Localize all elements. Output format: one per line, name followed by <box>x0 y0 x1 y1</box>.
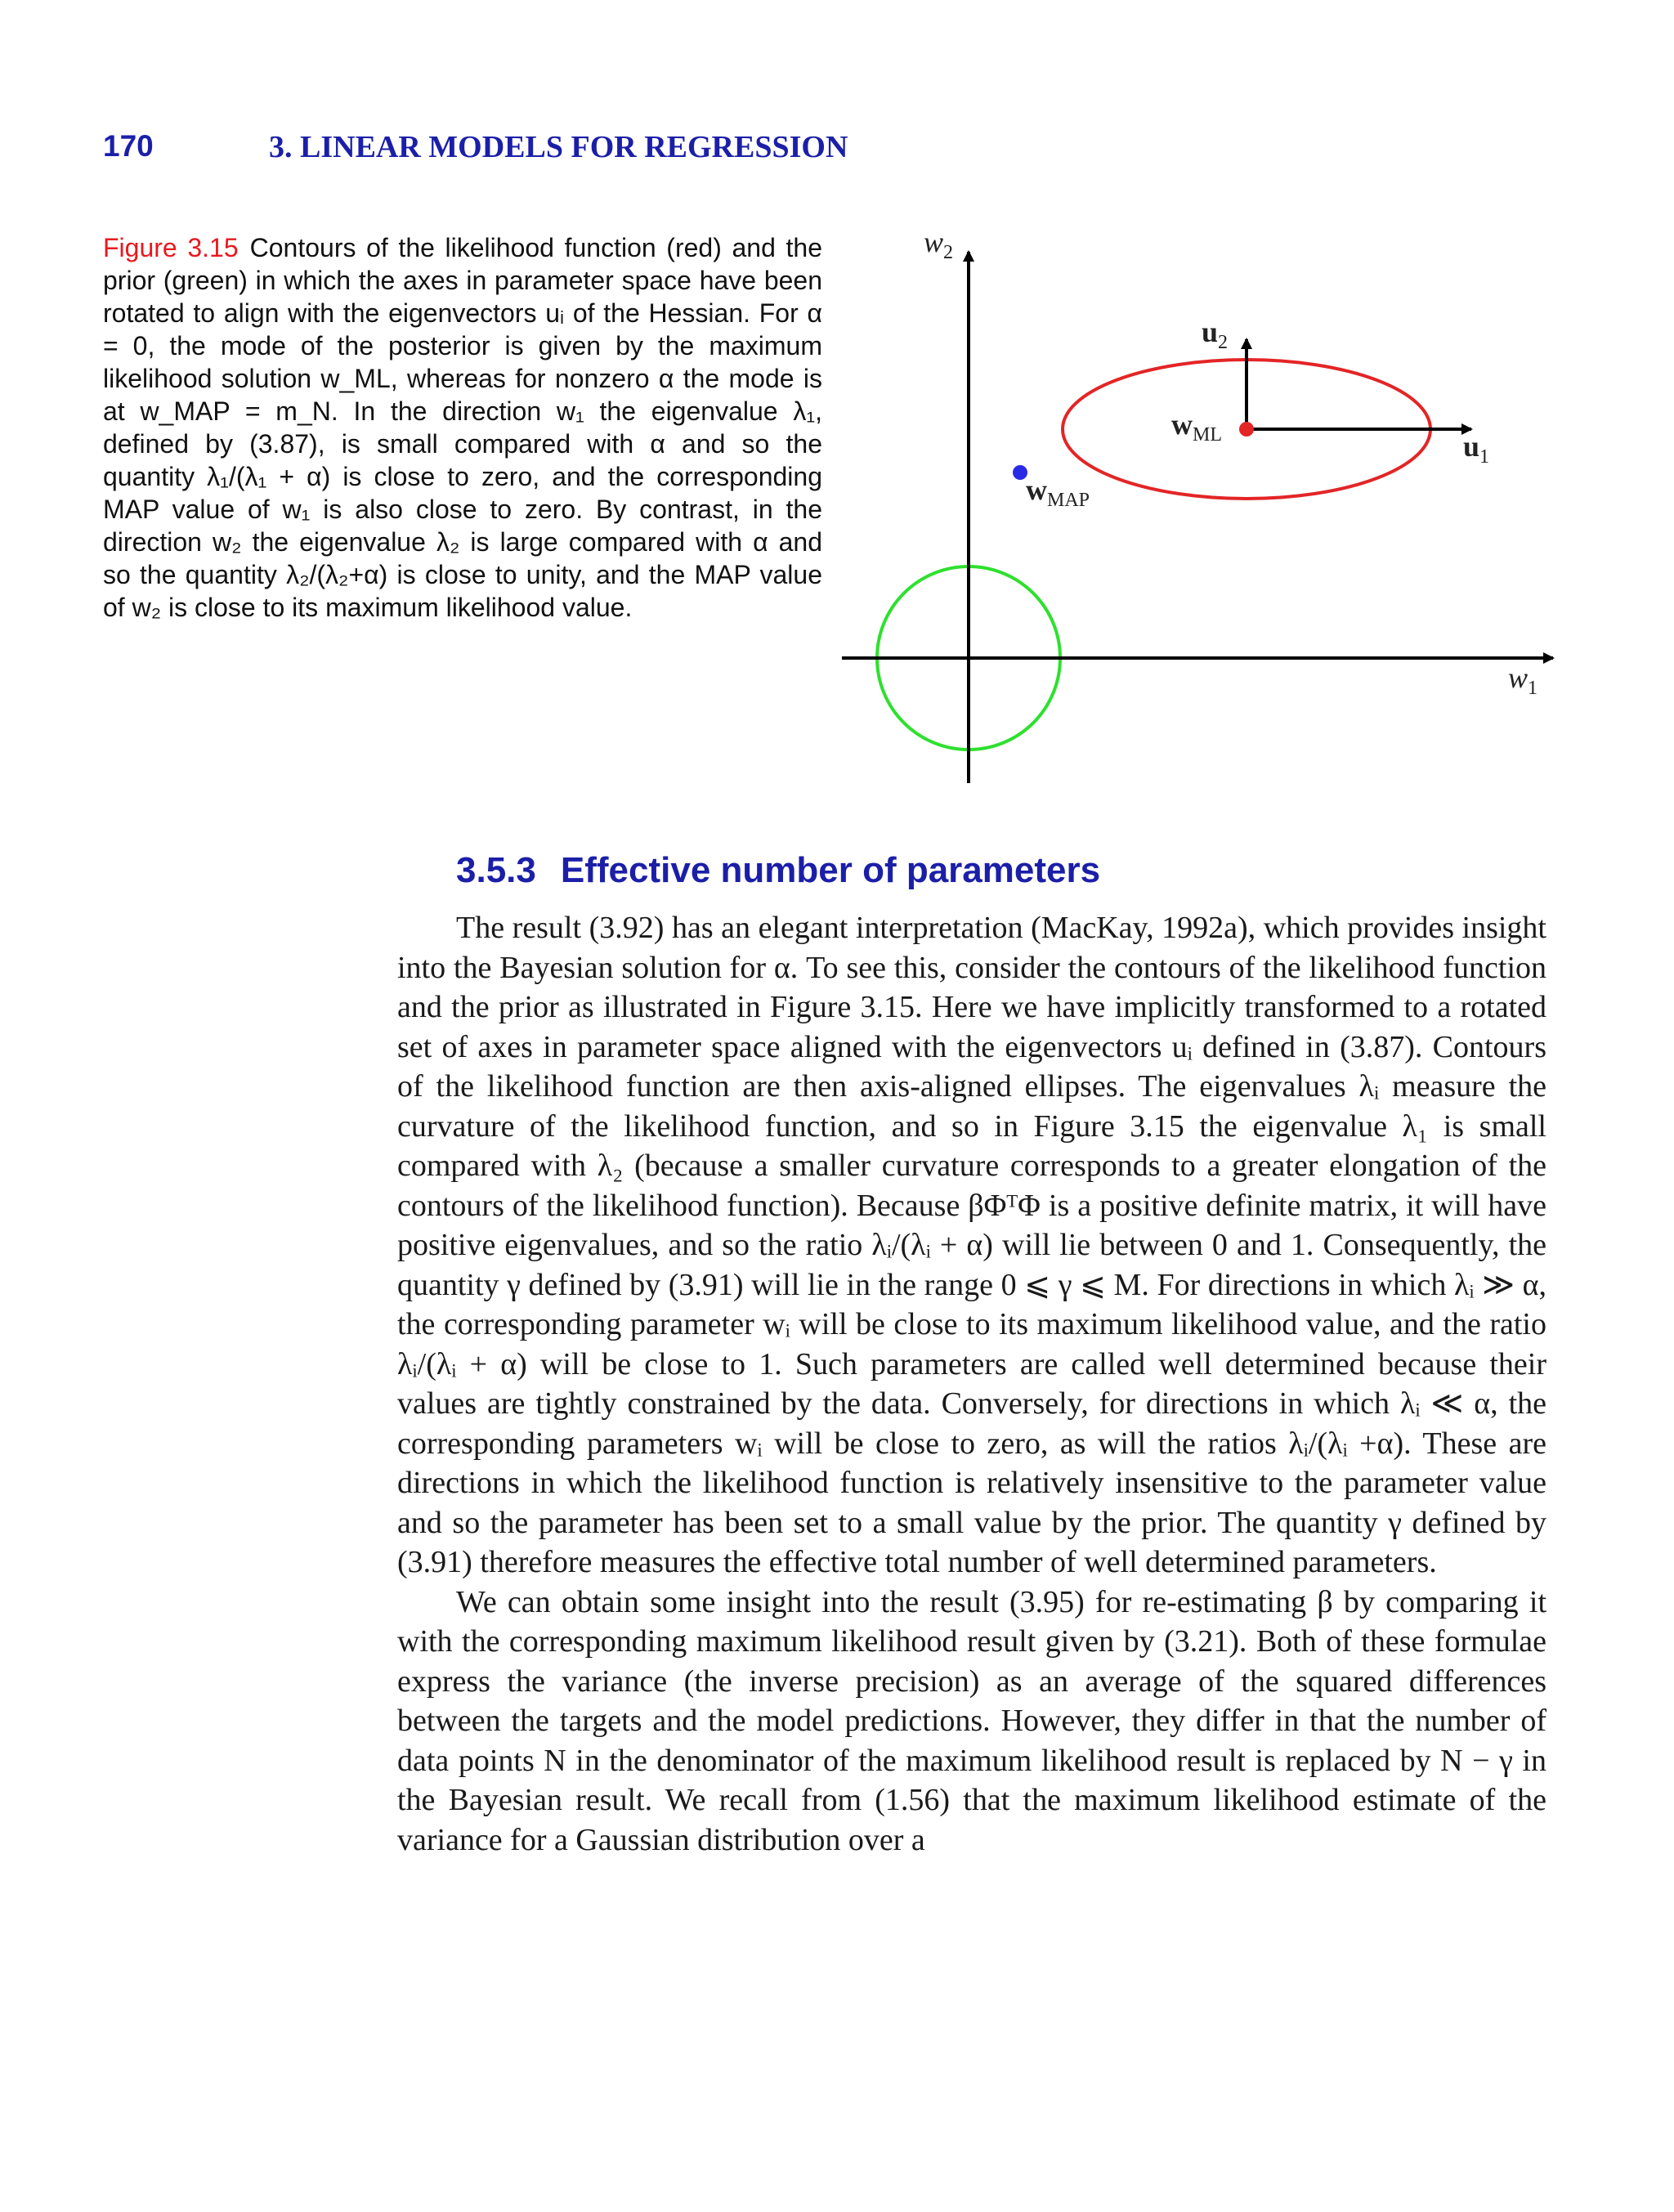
wml-label: $w_{ML}$ <box>1171 408 1222 446</box>
figure-label: Figure 3.15 <box>103 233 239 262</box>
page-number: 170 <box>103 129 154 163</box>
figure-drawing <box>842 221 1578 793</box>
u2-label: $u_2$ <box>1202 316 1229 354</box>
paragraph: We can obtain some insight into the result (3.95) for re-estimating β by comparing it with the corresponding maximum likelihood result given by (3.21). Both of these formulae express the variance (the inverse precision) as an average of the squared differences between the targets and the model predictions. However, they differ in that the number of data points N in the denominator of the maximum likelihood result is replaced by N − γ in the Bayesian result. We recall from (1.56) that the maximum likelihood estimate of the variance for a Gaussian distribution over a <box>397 1584 1546 1857</box>
caption-text: Contours of the likelihood function (red) and the prior (green) in which the axes in parameter space have been rotated to align with the eigenvectors uᵢ of the Hessian. For α = 0, the mode of the posterior is given by the maximum likelihood solution w_ML, whereas for nonzero α the mode is at w_MAP = m_N. In the direction w₁ the eigenvalue λ₁, defined by (3.87), is small compared with α and so the quantity λ₁/(λ₁ + α) is close to zero, and the corresponding MAP value of w₁ is also close to zero. By contrast, in the direction w₂ the eigenvalue λ₂ is large compared with α and so the quantity λ₂/(λ₂+α) is close to unity, and the MAP value of w₂ is close to its maximum likelihood value. <box>103 233 823 622</box>
page-header <box>103 129 1574 178</box>
section-number: 3.5.3 <box>456 850 536 890</box>
paragraph: The result (3.92) has an elegant interpretation (MacKay, 1992a), which provides insight into the Bayesian solution for α. To see this, consider the contours of the likelihood function and the prior as illustrated in Figure 3.15. Here we have implicitly transformed to a rotated set of axes in parameter space aligned with the eigenvectors uᵢ defined in (3.87). Contours of the likelihood function are then axis-aligned ellipses. The eigenvalues λᵢ measure the curvature of the likelihood function, and so in Figure 3.15 the eigenvalue λ₁ is small compared with λ₂ (because a smaller curvature corresponds to a greater elongation of the contours of the likelihood function). Because βΦᵀΦ is a positive definite matrix, it will have positive eigenvalues, and so the ratio λᵢ/(λᵢ + α) will lie between 0 and 1. Consequently, the quantity γ defined by (3.91) will lie in the range 0 ⩽ γ ⩽ M. For directions in which λᵢ ≫ α, the corresponding parameter wᵢ will be close to its maximum likelihood value, and the ratio λᵢ/(λᵢ + α) will be close to 1. Such parameters are called well determined because their values are tightly constrained by the data. Conversely, for directions in which λᵢ ≪ α, the corresponding parameters wᵢ will be close to zero, as will the ratios λᵢ/(λᵢ +α). These are directions in which the likelihood function is relatively insensitive to the parameter value and so the parameter has been set to a small value by the prior. The quantity γ defined by (3.91) therefore measures the effective total number of well determined parameters. <box>397 911 1546 1579</box>
w1-axis-label: $w_1$ <box>1508 661 1538 700</box>
wml-point <box>1239 422 1254 437</box>
figure-caption <box>103 231 822 624</box>
body-text <box>397 908 1546 1860</box>
chapter-title: 3. LINEAR MODELS FOR REGRESSION <box>269 130 848 164</box>
section-heading <box>456 850 1100 891</box>
figure-3-15 <box>842 221 1578 793</box>
wmap-label: $w_{MAP}$ <box>1026 473 1090 512</box>
w2-axis-label: $w_2$ <box>924 226 954 264</box>
section-title: Effective number of parameters <box>560 850 1101 890</box>
u1-label: $u_1$ <box>1463 430 1490 468</box>
